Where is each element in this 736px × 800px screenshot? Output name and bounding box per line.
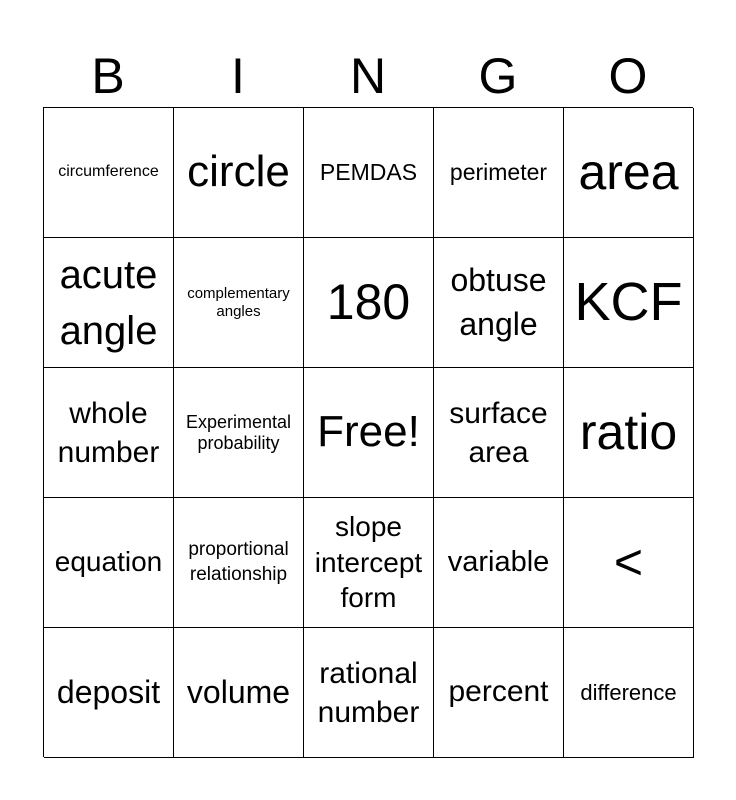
cell-label: equation [54,546,163,578]
cell-label: percent [448,675,549,709]
bingo-cell-r5c5[interactable] [564,628,694,758]
cell-label: obtuse angle [450,262,547,342]
bingo-cell-r4c3[interactable] [304,498,434,628]
cell-label: volume [186,674,291,711]
cell-label: PEMDAS [319,159,418,186]
cell-label: circle [187,147,290,197]
bingo-cell-r2c4[interactable] [434,238,564,368]
bingo-cell-r5c1[interactable] [44,628,174,758]
cell-label: Experimental probability [185,411,292,453]
bingo-cell-r2c1[interactable] [44,238,174,368]
bingo-cell-r5c4[interactable] [434,628,564,758]
cell-label: area [578,143,679,200]
bingo-cell-r5c3[interactable] [304,628,434,758]
bingo-cell-r1c5[interactable] [564,108,694,238]
bingo-cell-r1c1[interactable] [44,108,174,238]
bingo-cell-r4c1[interactable] [44,498,174,628]
bingo-board [43,107,693,757]
cell-label: complementary angles [187,285,290,320]
bingo-cell-r1c2[interactable] [174,108,304,238]
bingo-cell-r4c2[interactable] [174,498,304,628]
cell-label: difference [580,679,677,705]
cell-label: rational number [317,656,420,729]
bingo-cell-free[interactable] [304,368,434,498]
cell-label: < [613,533,644,590]
cell-label: acute angle [59,252,158,353]
bingo-cell-r3c5[interactable] [564,368,694,498]
cell-label: deposit [56,674,161,711]
cell-label: variable [447,545,550,578]
header-letter-b: B [91,48,125,104]
cell-label: proportional relationship [188,538,289,585]
cell-label: surface area [449,396,548,469]
bingo-cell-r1c4[interactable] [434,108,564,238]
bingo-cell-r3c4[interactable] [434,368,564,498]
cell-label: perimeter [449,159,548,186]
bingo-cell-r4c4[interactable] [434,498,564,628]
cell-label: slope intercept form [314,510,423,614]
header-letter-g: G [478,48,518,104]
cell-label: ratio [579,403,678,460]
bingo-cell-r3c1[interactable] [44,368,174,498]
cell-label: 180 [326,273,411,330]
bingo-cell-r1c3[interactable] [304,108,434,238]
free-space-label: Free! [317,407,420,457]
cell-label: whole number [57,396,160,469]
header-letter-o: O [608,48,648,104]
header-letter-i: I [231,48,245,104]
header-letter-n: N [349,48,387,104]
bingo-cell-r3c2[interactable] [174,368,304,498]
bingo-header [43,44,693,108]
cell-label: KCF [574,272,683,333]
cell-label: circumference [58,163,159,181]
bingo-cell-r2c2[interactable] [174,238,304,368]
bingo-cell-r2c3[interactable] [304,238,434,368]
bingo-cell-r5c2[interactable] [174,628,304,758]
bingo-cell-r2c5[interactable] [564,238,694,368]
bingo-cell-r4c5[interactable] [564,498,694,628]
